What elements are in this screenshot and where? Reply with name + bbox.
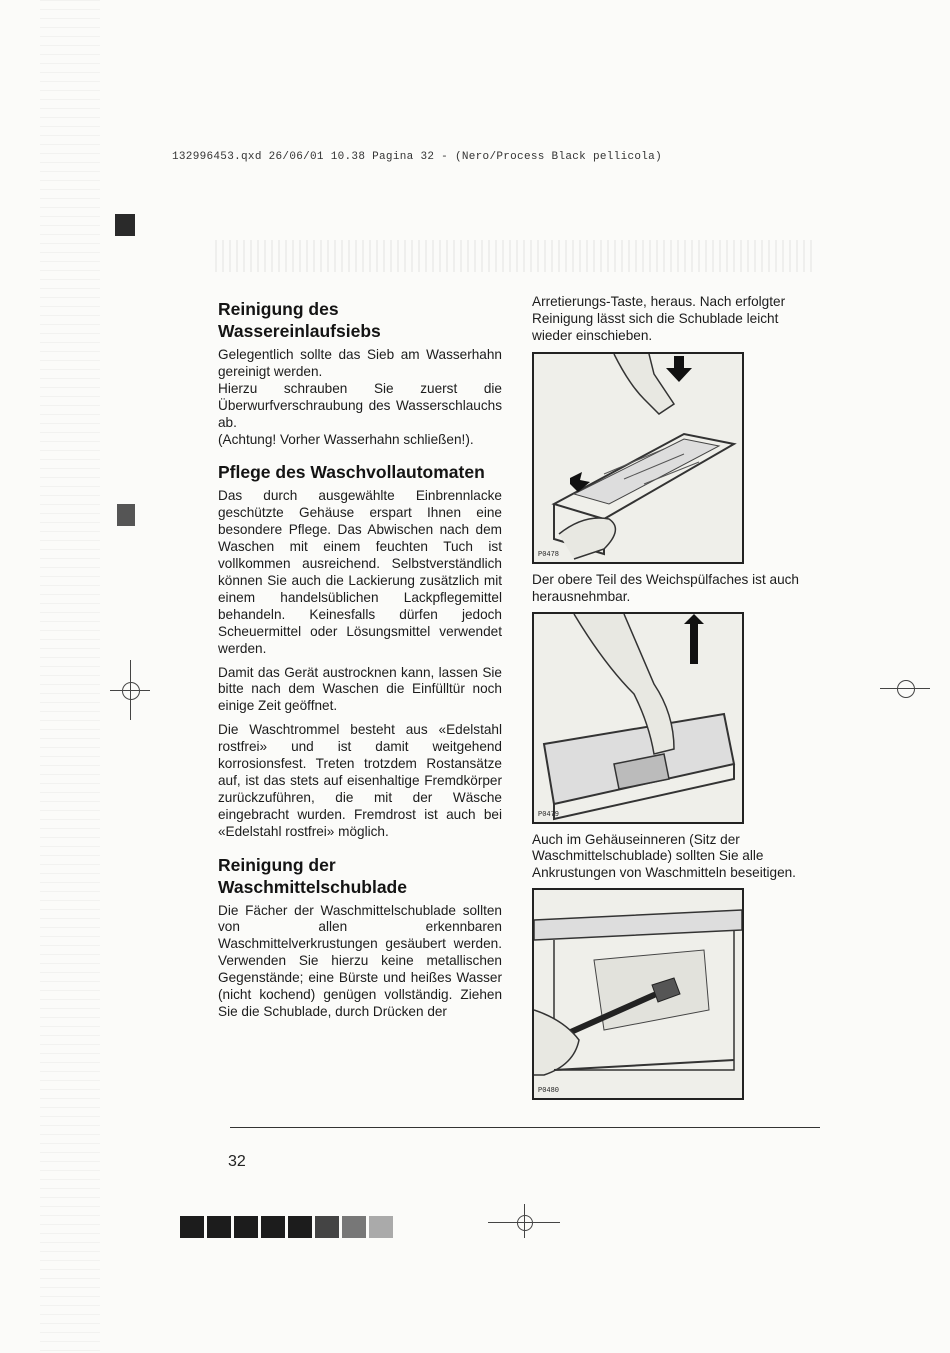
section-heading: Reinigung des Wassereinlaufsiebs xyxy=(218,299,381,341)
calibration-patch xyxy=(207,1216,231,1238)
paragraph: Hierzu schrauben Sie zuerst die Überwurfverschraubung des Wasserschlauchs ab. xyxy=(218,380,502,430)
calibration-patch xyxy=(342,1216,366,1238)
calibration-patch xyxy=(369,1216,393,1238)
scan-speckle xyxy=(40,0,100,1353)
section-pflege xyxy=(218,461,502,840)
figure-housing-cleaning xyxy=(532,888,744,1100)
section-wassereinlaufsieb xyxy=(218,298,502,448)
section-heading: Pflege des Waschvollautomaten xyxy=(218,462,485,483)
crop-mark-left xyxy=(110,660,150,720)
registration-mark-middle xyxy=(117,504,135,526)
calibration-patch xyxy=(234,1216,258,1238)
intro-paragraph: Arretierungs-Taste, heraus. Nach erfolgter Reinigung lässt sich die Schublade leicht wieder einschieben. xyxy=(532,294,786,343)
section-heading: Reinigung der Waschmittelschublade xyxy=(218,854,407,897)
calibration-patch xyxy=(261,1216,285,1238)
figure-caption: Auch im Gehäuseinneren (Sitz der Waschmittelschublade) sollten Sie alle Ankrustungen von Waschmitteln beseitigen. xyxy=(532,831,796,881)
left-column xyxy=(218,298,502,1034)
section-waschmittelschublade xyxy=(218,854,502,1021)
color-calibration-strip xyxy=(180,1216,393,1238)
brush-cleaning-illustration xyxy=(534,890,742,1098)
paragraph: Die Waschtrommel besteht aus «Edelstahl rostfrei» und ist damit weitgehend korrosionsfest. Treten trotzdem Rostansätze auf, ist das stets auf eisenhaltige Fremdkörper zurückzuführen, die mit der Wäsche eingebracht wurden. Fremdrost ist auch bei «Edelstahl rostfrei» möglich. xyxy=(218,722,502,839)
footer-rule xyxy=(230,1127,820,1128)
drawer-pull-illustration xyxy=(534,354,742,562)
calibration-patch xyxy=(288,1216,312,1238)
figure-code: P0480 xyxy=(538,1087,560,1096)
figure-caption: Der obere Teil des Weichspülfaches ist auch herausnehmbar. xyxy=(532,571,799,604)
paragraph: Damit das Gerät austrocknen kann, lassen Sie bitte nach dem Waschen die Einfülltür noch einige Zeit geöffnet. xyxy=(218,664,502,714)
figure-code: P0479 xyxy=(538,810,560,819)
scan-noise-band xyxy=(215,240,815,272)
figure-code: P0478 xyxy=(538,550,560,559)
figure-drawer-removal xyxy=(532,352,744,564)
crop-mark-bottom xyxy=(488,1200,560,1240)
right-column xyxy=(532,294,812,1100)
paragraph: Die Fächer der Waschmittelschublade sollten von allen erkennbaren Waschmittelverkrustungen gesäubert werden. Verwenden Sie hierzu keine metallischen Gegenstände; eine Bürste und heißes Wasser (nicht kochend) genügen vollständig. Ziehen Sie die Schublade, durch Drücken der xyxy=(218,902,502,1019)
page-number: 32 xyxy=(228,1153,246,1170)
registration-mark-top xyxy=(115,214,135,236)
paragraph: (Achtung! Vorher Wasserhahn schließen!). xyxy=(218,431,474,447)
figure-softener-removal xyxy=(532,612,744,824)
paragraph: Gelegentlich sollte das Sieb am Wasserhahn gereinigt werden. xyxy=(218,347,502,379)
softener-compartment-illustration xyxy=(534,614,742,822)
paragraph: Das durch ausgewählte Einbrennlacke geschützte Gehäuse erspart Ihnen eine besondere Pflege. Das Abwischen nach dem Waschen mit einem feuchten Tuch ist vollkommen ausreichend. Selbstverständlich können Sie auch die Lackierung zusätzlich mit einem handelsüblichen Lackpflegemittel behandeln. Keinesfalls dürfen jedoch Scheuermittel oder Lösungsmittel verwendet werden. xyxy=(218,488,502,656)
calibration-patch xyxy=(180,1216,204,1238)
crop-mark-right xyxy=(880,660,930,720)
calibration-patch xyxy=(315,1216,339,1238)
print-header: 132996453.qxd 26/06/01 10.38 Pagina 32 - (Nero/Process Black pellicola) xyxy=(172,151,662,163)
